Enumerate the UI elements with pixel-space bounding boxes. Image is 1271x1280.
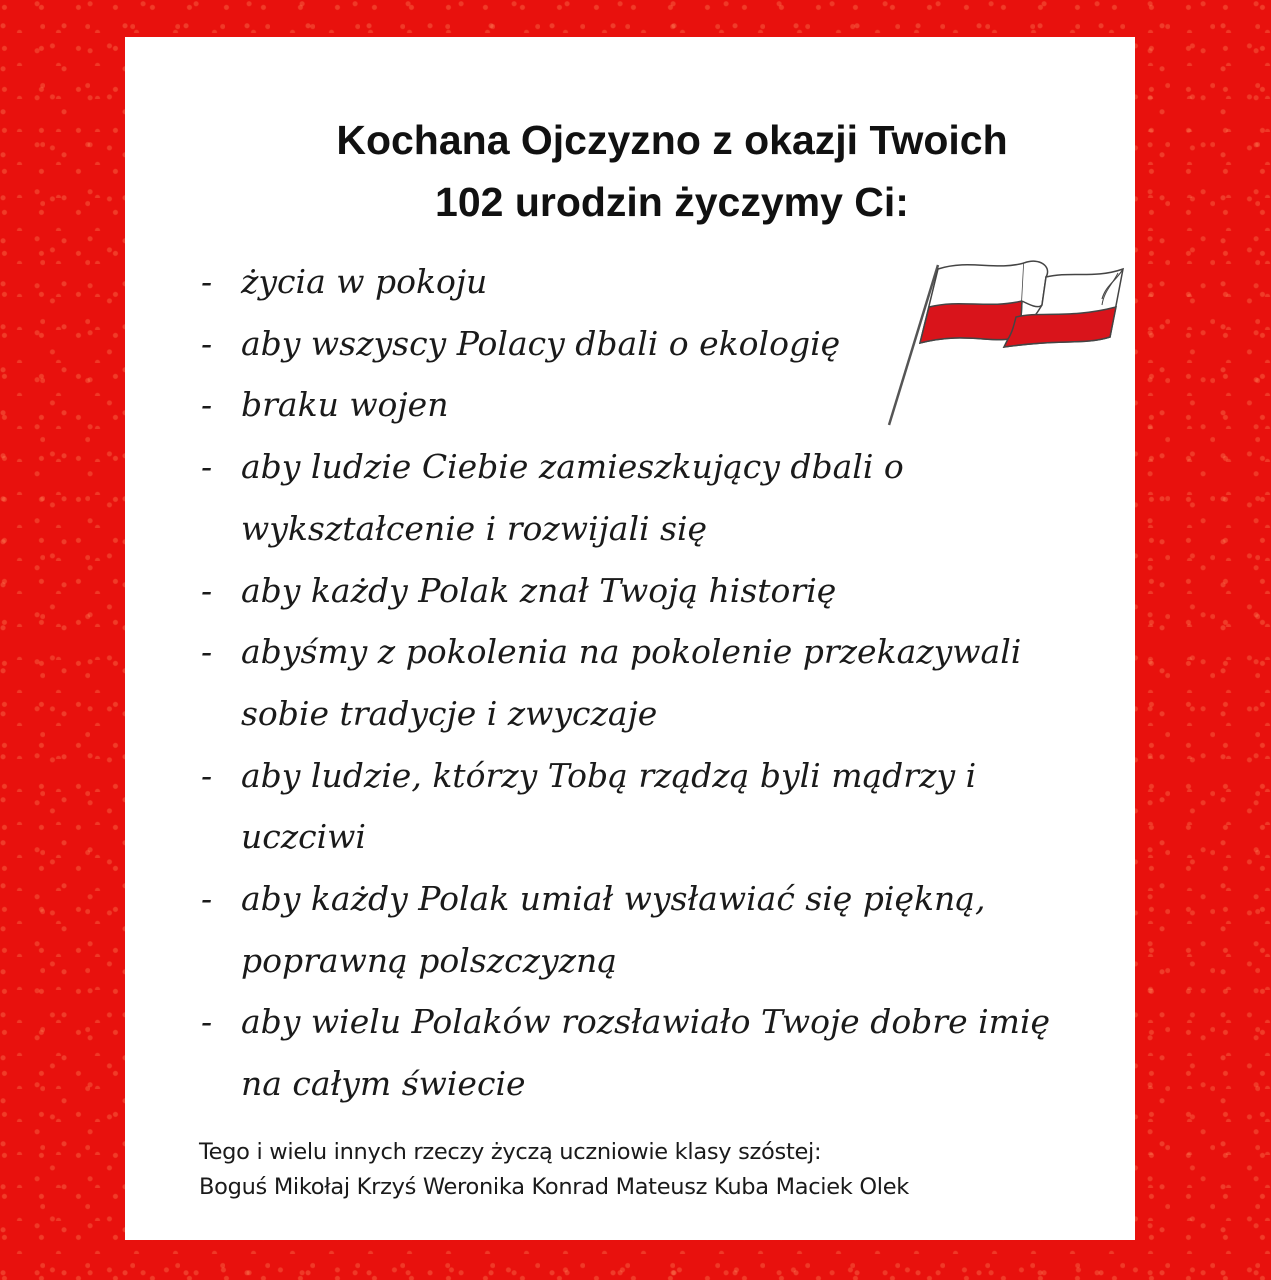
- list-dash: -: [201, 755, 213, 795]
- list-dash: -: [201, 1002, 213, 1042]
- list-dash: -: [201, 262, 213, 301]
- list-dash: -: [201, 385, 213, 425]
- wish-text: życia w pokoju: [241, 262, 488, 301]
- footer-names: Boguś Mikołaj Krzyś Weronika Konrad Mateusz Kuba Maciek Olek: [199, 1174, 909, 1200]
- wish-text: aby ludzie, którzy Tobą rządzą byli mądrzy i uczciwi: [241, 755, 977, 857]
- list-item: [201, 560, 1081, 622]
- list-dash: -: [201, 447, 213, 487]
- list-dash: -: [201, 632, 213, 672]
- list-dash: -: [201, 879, 213, 919]
- wish-text: aby ludzie Ciebie zamieszkujący dbali o wykształcenie i rozwijali się: [241, 447, 904, 548]
- list-item: [201, 374, 1081, 436]
- wish-text: braku wojen: [241, 385, 449, 425]
- page-title: [125, 109, 1219, 233]
- wishes-list: [201, 251, 1081, 1115]
- footer-dedication: Tego i wielu innych rzeczy życzą uczniowie klasy szóstej:: [199, 1139, 822, 1165]
- wish-text: aby każdy Polak znał Twoją historię: [241, 570, 837, 610]
- list-item: [201, 745, 1081, 868]
- title-line-1: Kochana Ojczyzno z okazji Twoich: [336, 117, 1008, 163]
- signature-block: [199, 1135, 909, 1205]
- greeting-card: [125, 37, 1135, 1240]
- wish-text: aby każdy Polak umiał wysławiać się piękną, poprawną polszczyzną: [241, 879, 986, 980]
- list-item: [201, 868, 1081, 991]
- list-item: [201, 991, 1081, 1114]
- list-dash: -: [201, 570, 213, 610]
- list-item: [201, 436, 1081, 559]
- list-item: [201, 621, 1081, 744]
- list-item: [201, 251, 1081, 313]
- wish-text: aby wszyscy Polacy dbali o ekologię: [241, 323, 841, 363]
- list-dash: -: [201, 323, 213, 363]
- wish-text: aby wielu Polaków rozsławiało Twoje dobre imię na całym świecie: [241, 1002, 1051, 1104]
- wish-text: abyśmy z pokolenia na pokolenie przekazywali sobie tradycje i zwyczaje: [241, 632, 1022, 733]
- title-line-2: 102 urodzin życzymy Ci:: [435, 179, 909, 225]
- list-item: [201, 313, 1081, 375]
